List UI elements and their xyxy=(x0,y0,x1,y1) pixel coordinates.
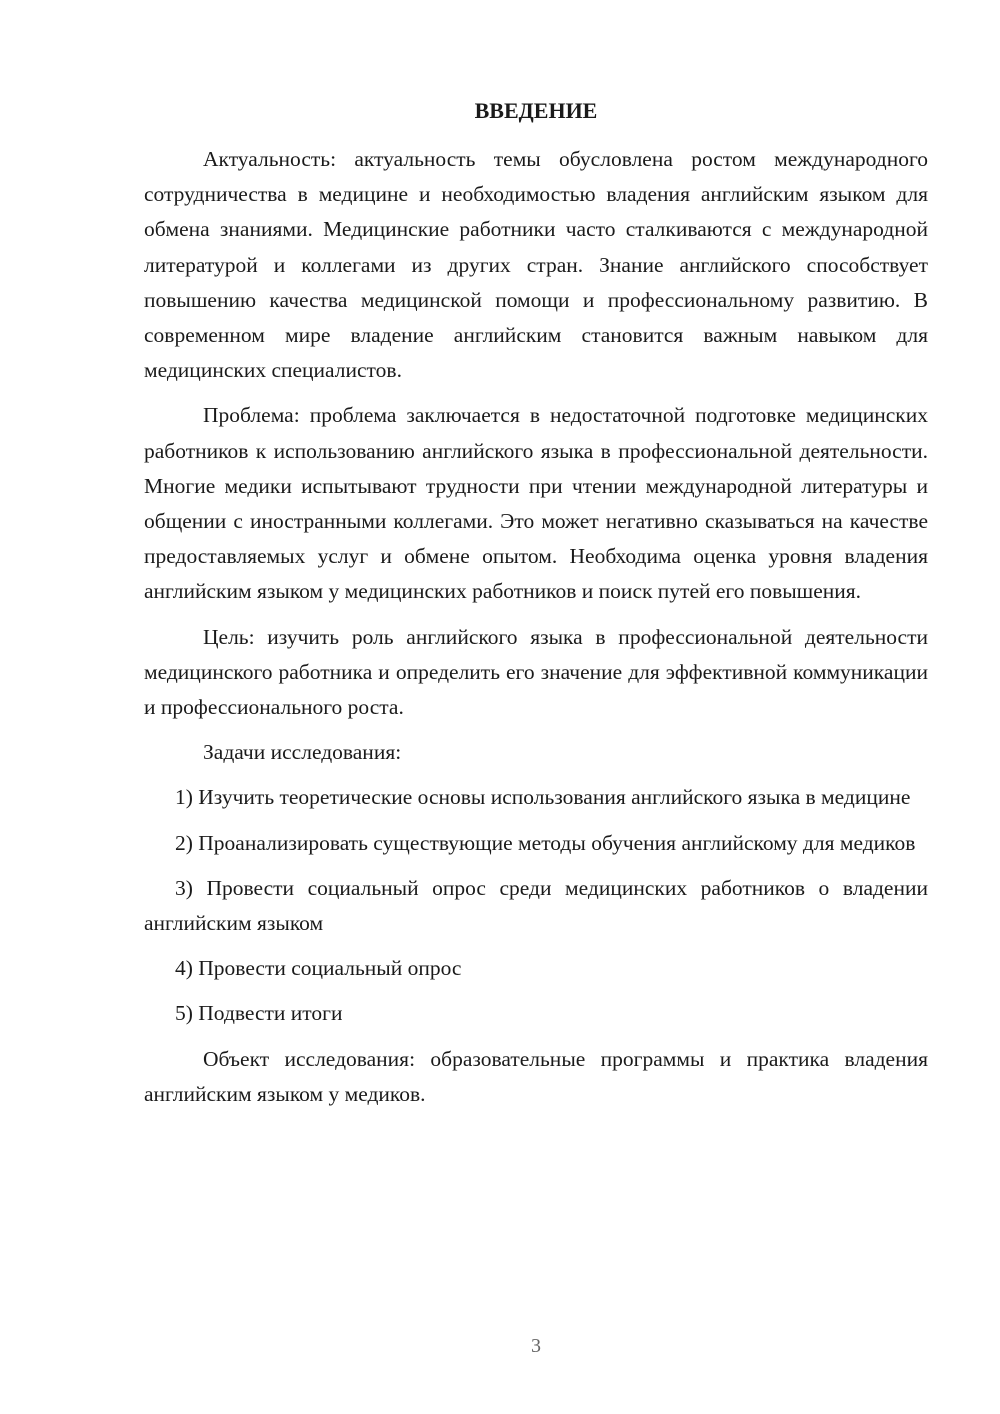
relevance-paragraph: Актуальность: актуальность темы обусловлена ростом международного сотрудничества в медицине и необходимостью владения английским языком для обмена знаниями. Медицинские работники часто сталкиваются с международной литературой и коллегами из других стран. Знание английского способствует повышению качества медицинской помощи и профессиональному развитию. В современном мире владение английским становится важным навыком для медицинских специалистов. xyxy=(144,147,928,383)
task-item: 5) Подвести итоги xyxy=(175,1001,343,1026)
object-paragraph: Объект исследования: образовательные программы и практика владения английским языком у медиков. xyxy=(144,1046,928,1106)
goal-paragraph: Цель: изучить роль английского языка в профессиональной деятельности медицинского работника и определить его значение для эффективной коммуникации и профессионального роста. xyxy=(144,624,928,720)
page-title: ВВЕДЕНИЕ xyxy=(474,98,598,123)
task-item: 4) Провести социальный опрос xyxy=(175,956,462,981)
task-item: 2) Проанализировать существующие методы обучения английскому для медиков xyxy=(175,830,916,855)
task-item: 3) Провести социальный опрос среди медицинских работников о владении английским языком xyxy=(144,875,928,936)
tasks-heading: Задачи исследования: xyxy=(203,740,402,765)
document-body xyxy=(144,142,928,1122)
page-number: 3 xyxy=(531,1335,541,1357)
task-item: 1) Изучить теоретические основы использования английского языка в медицине xyxy=(175,785,911,810)
problem-paragraph: Проблема: проблема заключается в недостаточной подготовке медицинских работников к использованию английского языка в профессиональной деятельности. Многие медики испытывают трудности при чтении международной литературы и общении с иностранными коллегами. Это может негативно сказываться на качестве предоставляемых услуг и обмене опытом. Необходима оценка уровня владения английским языком у медицинских работников и поиск путей его повышения. xyxy=(144,403,928,604)
document-page xyxy=(144,0,928,1414)
